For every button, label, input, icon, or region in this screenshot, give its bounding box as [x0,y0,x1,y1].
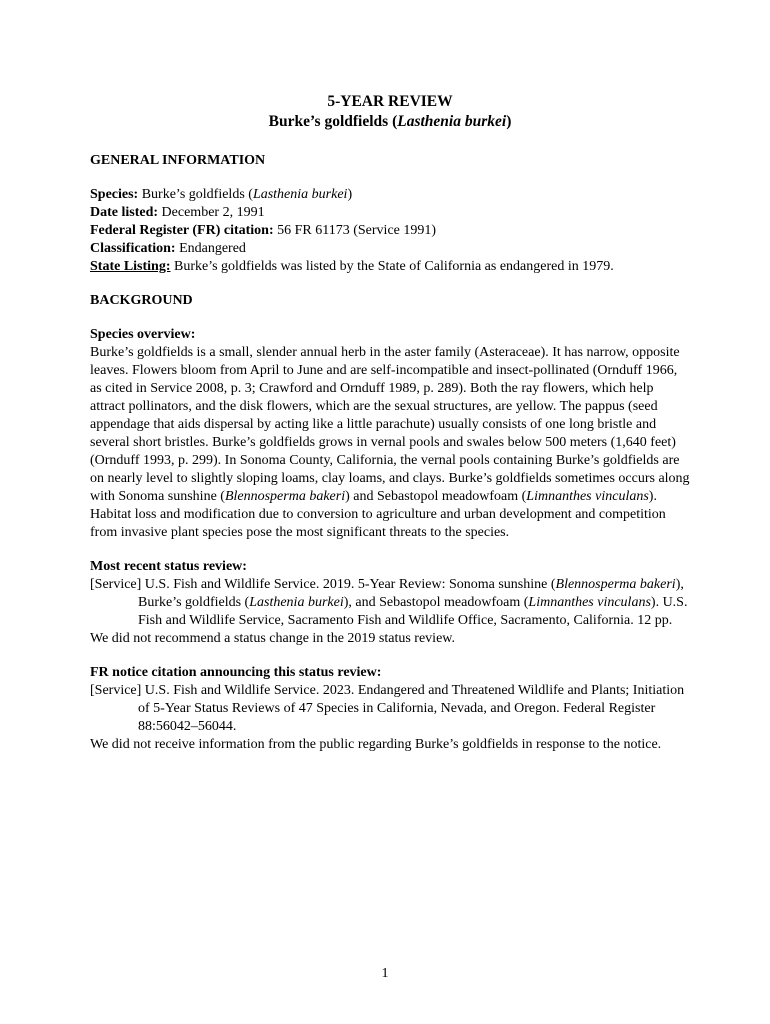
species-overview-label: Species overview: [90,327,196,342]
state-listing-label: State Listing: [90,259,171,274]
overview-text-part-3: ). Habitat loss and modification due to conversion to agriculture and urban development and competition from invasive plant species pose the most significant threats to the species. [90,489,666,540]
overview-species-meadowfoam: Limnanthes vinculans [526,489,649,504]
species-value: Burke’s goldfields ( [141,187,253,202]
species-suffix: ) [347,187,353,202]
state-listing [90,258,690,276]
most-recent-review-reference [90,576,690,630]
classification-value: Endangered [179,241,246,256]
page-number: 1 [381,966,389,981]
status-change-note: We did not recommend a status change in the 2019 status review. [90,631,455,646]
title-line-2 [90,112,690,132]
review-ref-italic-3: Limnanthes vinculans [528,595,651,610]
overview-text-part-2: ) and Sebastopol meadowfoam ( [345,489,527,504]
document-page [90,92,690,754]
fr-citation-field [90,222,690,240]
title-line-1: 5-YEAR REVIEW [327,93,453,110]
overview-text-part-1: Burke’s goldfields is a small, slender annual herb in the aster family (Asteraceae). It has narrow, opposite leaves. Flowers bloom from April to June and are self-incompatible and insect-pollinated (Ornduff 1966, as cited in Service 2008, p. 3; Crawford and Ornduff 1989, p. 289). Both the ray flowers, which help attract pollinators, and the disk flowers, which are the sexual structures, are yellow. The pappus (seed appendage that aids dispersal by acting like a little parachute) usually consists of one long bristle and several short bristles. Burke’s goldfields grows in vernal pools and swales below 500 meters (1,640 feet) (Ornduff 1993, p. 299). In Sonoma County, California, the vernal pools containing Burke’s goldfields are on nearly level to slightly sloping loams, clay loams, and clays. Burke’s goldfields sometimes occurs along with Sonoma sunshine ( [90,345,690,504]
title-line-2-suffix: ) [506,113,512,130]
classification-field [90,240,690,258]
title-species-name: Lasthenia burkei [397,113,507,130]
most-recent-status-review [90,558,690,630]
review-ref-part-2: ), Burke’s goldfields ( [138,577,684,610]
species-overview [90,326,690,542]
date-listed-value: December 2, 1991 [161,205,265,220]
date-listed-field [90,204,690,222]
species-overview-text [90,344,690,542]
general-information-heading: GENERAL INFORMATION [90,153,266,168]
fr-notice-label: FR notice citation announcing this status review: [90,665,382,680]
background-heading: BACKGROUND [90,293,193,308]
species-field [90,186,690,204]
title-line-2-prefix: Burke’s goldfields ( [268,113,398,130]
review-ref-part-4: ). U.S. Fish and Wildlife Service, Sacramento Fish and Wildlife Office, Sacramento, California. 12 pp. [138,595,688,628]
species-label: Species: [90,187,139,202]
fr-notice-citation [90,664,690,736]
review-ref-italic-2: Lasthenia burkei [249,595,344,610]
most-recent-review-label: Most recent status review: [90,559,247,574]
date-listed-label: Date listed: [90,205,159,220]
overview-species-sonoma-sunshine: Blennosperma bakeri [224,489,346,504]
review-ref-italic-1: Blennosperma bakeri [555,577,676,592]
fr-notice-reference: [Service] U.S. Fish and Wildlife Service. 2023. Endangered and Threatened Wildlife and Plants; Initiation of 5-Year Status Reviews of 47 Species in California, Nevada, and Oregon. Federal Register 88:56042–56044. [90,683,685,734]
species-italic: Lasthenia burkei [252,187,348,202]
public-information-note: We did not receive information from the public regarding Burke’s goldfields in response to the notice. [90,737,662,752]
classification-label: Classification: [90,241,176,256]
review-ref-part-1: [Service] U.S. Fish and Wildlife Service. 2019. 5-Year Review: Sonoma sunshine ( [90,577,556,592]
fr-citation-value: 56 FR 61173 (Service 1991) [277,223,437,238]
general-information-fields [90,186,690,258]
state-listing-value: Burke’s goldfields was listed by the State of California as endangered in 1979. [174,259,614,274]
fr-citation-label: Federal Register (FR) citation: [90,223,274,238]
review-ref-part-3: ), and Sebastopol meadowfoam ( [343,595,529,610]
document-title [90,92,690,132]
